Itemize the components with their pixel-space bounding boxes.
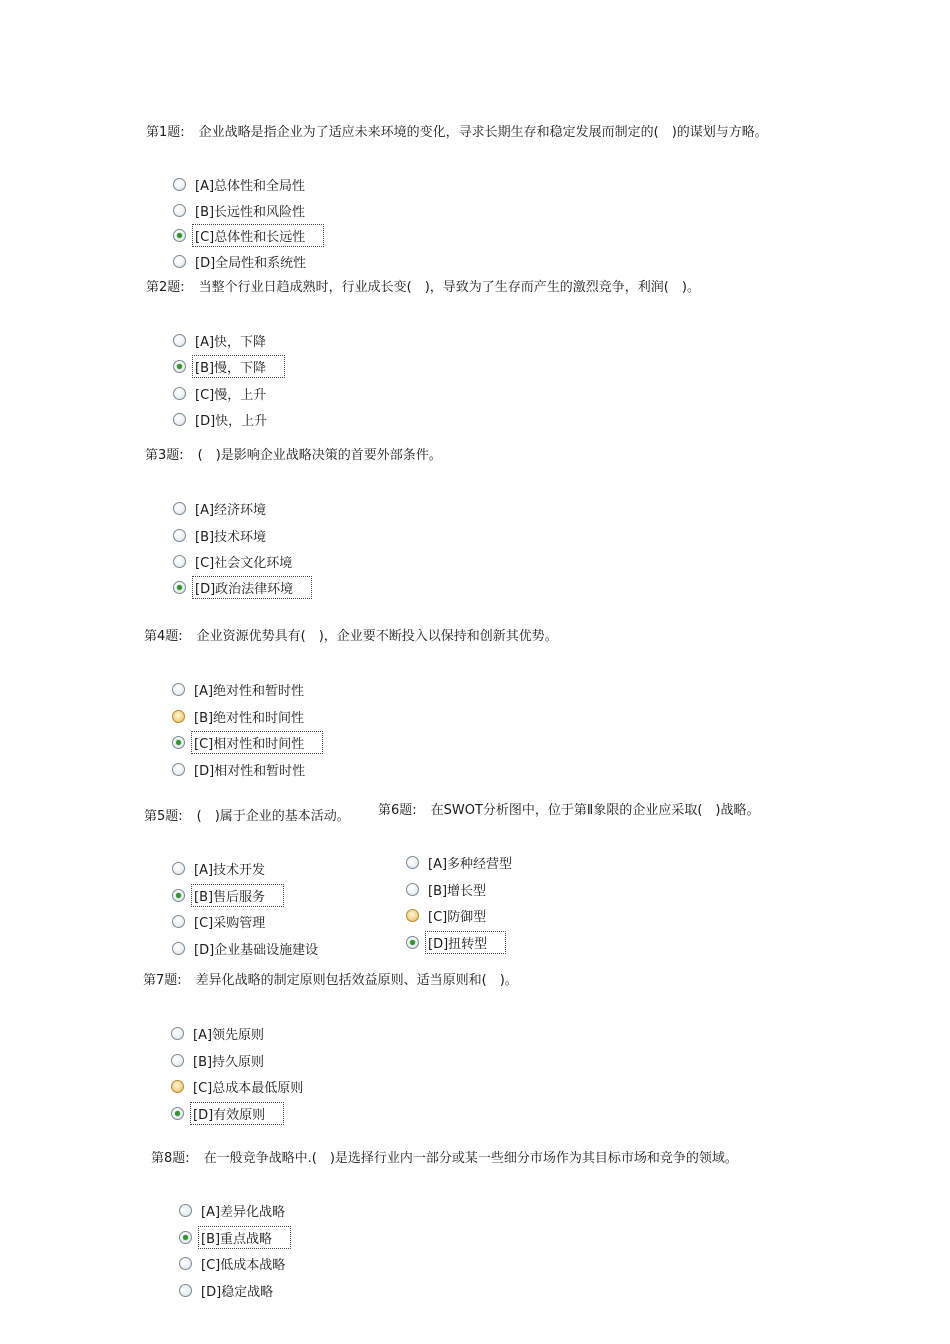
question-8-option-d[interactable] (179, 1280, 276, 1300)
radio-unchecked-icon[interactable] (172, 942, 185, 955)
option-label[interactable]: [A]领先原则 (193, 1027, 265, 1043)
radio-unchecked-icon[interactable] (173, 529, 186, 542)
option-label[interactable]: [A]差异化战略 (201, 1204, 286, 1220)
option-label[interactable]: [D]相对性和暂时性 (194, 763, 306, 779)
radio-checked-icon[interactable] (173, 229, 186, 242)
question-2-text: 当整个行业日趋成熟时，行业成长变( )，导致为了生存而产生的激烈竞争，利润( )。 (198, 280, 700, 295)
question-1 (146, 124, 768, 142)
question-4-number: 第4题: (144, 629, 183, 644)
radio-unchecked-icon[interactable] (173, 255, 186, 268)
option-label[interactable]: [C]低成本战略 (201, 1257, 286, 1273)
question-4-option-c[interactable] (172, 732, 323, 752)
question-6 (378, 802, 759, 820)
option-label[interactable]: [C]防御型 (428, 909, 487, 925)
radio-checked-icon[interactable] (171, 1107, 184, 1120)
option-label[interactable]: [C]相对性和时间性 (191, 731, 323, 754)
question-8 (151, 1150, 738, 1168)
radio-checked-icon[interactable] (173, 360, 186, 373)
question-7-option-c[interactable] (171, 1076, 306, 1096)
radio-checked-icon[interactable] (173, 581, 186, 594)
option-label[interactable]: [B]重点战略 (198, 1226, 291, 1249)
question-3 (145, 447, 442, 465)
question-3-option-b[interactable] (173, 525, 269, 545)
question-6-option-c[interactable] (406, 905, 489, 925)
option-label[interactable]: [B]售后服务 (191, 884, 284, 907)
question-5-option-b[interactable] (172, 885, 284, 905)
option-label[interactable]: [C]总成本最低原则 (193, 1080, 304, 1096)
radio-unchecked-icon[interactable] (173, 178, 186, 191)
question-5-option-a[interactable] (172, 858, 268, 878)
question-2-number: 第2题: (146, 280, 185, 295)
question-8-option-c[interactable] (179, 1253, 288, 1273)
radio-unchecked-icon[interactable] (179, 1284, 192, 1297)
radio-unchecked-icon[interactable] (172, 683, 185, 696)
question-3-option-d[interactable] (173, 577, 312, 597)
question-3-option-c[interactable] (173, 551, 295, 571)
radio-unchecked-icon[interactable] (179, 1204, 192, 1217)
question-1-option-c[interactable] (173, 225, 324, 245)
question-7-number: 第7题: (143, 973, 182, 988)
radio-unchecked-icon[interactable] (171, 1027, 184, 1040)
option-label[interactable]: [C]总体性和长远性 (192, 224, 324, 247)
question-7-option-b[interactable] (171, 1050, 267, 1070)
question-1-text: 企业战略是指企业为了适应未来环境的变化，寻求长期生存和稳定发展而制定的( )的谋划与方略。 (198, 125, 768, 140)
question-1-option-b[interactable] (173, 200, 308, 220)
question-8-option-b[interactable] (179, 1227, 291, 1247)
question-8-option-a[interactable] (179, 1200, 288, 1220)
option-label[interactable]: [B]绝对性和时间性 (194, 710, 305, 726)
question-1-option-d[interactable] (173, 251, 309, 271)
radio-hover-icon[interactable] (171, 1080, 184, 1093)
question-2-option-c[interactable] (173, 383, 269, 403)
option-label[interactable]: [A]绝对性和暂时性 (194, 683, 305, 699)
radio-hover-icon[interactable] (172, 710, 185, 723)
question-2 (146, 279, 700, 297)
option-label[interactable]: [A]总体性和全局性 (195, 178, 306, 194)
question-8-number: 第8题: (151, 1151, 190, 1166)
radio-unchecked-icon[interactable] (406, 856, 419, 869)
radio-unchecked-icon[interactable] (173, 555, 186, 568)
question-6-text: 在SWOT分析图中，位于第Ⅱ象限的企业应采取( )战略。 (430, 803, 760, 818)
question-4-option-a[interactable] (172, 679, 307, 699)
question-6-option-a[interactable] (406, 852, 515, 872)
question-3-text: ( )是影响企业战略决策的首要外部条件。 (197, 448, 442, 463)
option-label[interactable]: [D]有效原则 (190, 1102, 284, 1125)
question-4-option-d[interactable] (172, 759, 308, 779)
question-7-text: 差异化战略的制定原则包括效益原则、适当原则和( )。 (195, 973, 518, 988)
radio-unchecked-icon[interactable] (173, 204, 186, 217)
option-label[interactable]: [D]稳定战略 (201, 1284, 274, 1300)
radio-unchecked-icon[interactable] (173, 413, 186, 426)
option-label[interactable]: [D]全局性和系统性 (195, 255, 307, 271)
question-6-option-d[interactable] (406, 932, 506, 952)
radio-unchecked-icon[interactable] (172, 763, 185, 776)
question-1-option-a[interactable] (173, 174, 308, 194)
option-label[interactable]: [C]采购管理 (194, 915, 266, 931)
question-7-option-a[interactable] (171, 1023, 267, 1043)
option-label[interactable]: [D]扭转型 (425, 931, 506, 954)
radio-checked-icon[interactable] (406, 936, 419, 949)
option-label[interactable]: [A]快，下降 (195, 334, 267, 350)
question-8-text: 在一般竞争战略中.( )是选择行业内一部分或某一些细分市场作为其目标市场和竞争的领域。 (203, 1151, 738, 1166)
question-7-option-d[interactable] (171, 1103, 284, 1123)
radio-unchecked-icon[interactable] (172, 862, 185, 875)
option-label[interactable]: [D]快，上升 (195, 413, 268, 429)
option-label[interactable]: [C]社会文化环境 (195, 555, 293, 571)
radio-hover-icon[interactable] (406, 909, 419, 922)
option-label[interactable]: [B]持久原则 (193, 1054, 265, 1070)
radio-unchecked-icon[interactable] (173, 334, 186, 347)
radio-unchecked-icon[interactable] (172, 915, 185, 928)
question-6-option-b[interactable] (406, 879, 489, 899)
question-2-option-a[interactable] (173, 330, 269, 350)
radio-unchecked-icon[interactable] (173, 502, 186, 515)
question-5 (144, 808, 350, 826)
option-label[interactable]: [B]技术环境 (195, 529, 267, 545)
question-5-option-d[interactable] (172, 938, 321, 958)
option-label[interactable]: [B]慢，下降 (192, 355, 285, 378)
question-2-option-b[interactable] (173, 356, 285, 376)
radio-unchecked-icon[interactable] (179, 1257, 192, 1270)
option-label[interactable]: [C]慢，上升 (195, 387, 267, 403)
question-5-text: ( )属于企业的基本活动。 (196, 809, 350, 824)
question-4-text: 企业资源优势具有( )，企业要不断投入以保持和创新其优势。 (196, 629, 558, 644)
radio-unchecked-icon[interactable] (406, 883, 419, 896)
question-3-option-a[interactable] (173, 498, 269, 518)
radio-unchecked-icon[interactable] (173, 387, 186, 400)
question-2-option-d[interactable] (173, 409, 270, 429)
radio-checked-icon[interactable] (172, 736, 185, 749)
question-4-option-b[interactable] (172, 706, 307, 726)
option-label[interactable]: [D]企业基础设施建设 (194, 942, 319, 958)
radio-unchecked-icon[interactable] (171, 1054, 184, 1067)
question-5-option-c[interactable] (172, 911, 268, 931)
option-label[interactable]: [B]长远性和风险性 (195, 204, 306, 220)
question-3-number: 第3题: (145, 448, 184, 463)
question-4 (144, 628, 558, 646)
option-label[interactable]: [D]政治法律环境 (192, 576, 312, 599)
option-label[interactable]: [B]增长型 (428, 883, 487, 899)
option-label[interactable]: [A]经济环境 (195, 502, 267, 518)
radio-checked-icon[interactable] (179, 1231, 192, 1244)
question-6-number: 第6题: (378, 803, 417, 818)
option-label[interactable]: [A]多种经营型 (428, 856, 513, 872)
option-label[interactable]: [A]技术开发 (194, 862, 266, 878)
question-5-number: 第5题: (144, 809, 183, 824)
question-7 (143, 972, 518, 990)
question-1-number: 第1题: (146, 125, 185, 140)
radio-checked-icon[interactable] (172, 889, 185, 902)
